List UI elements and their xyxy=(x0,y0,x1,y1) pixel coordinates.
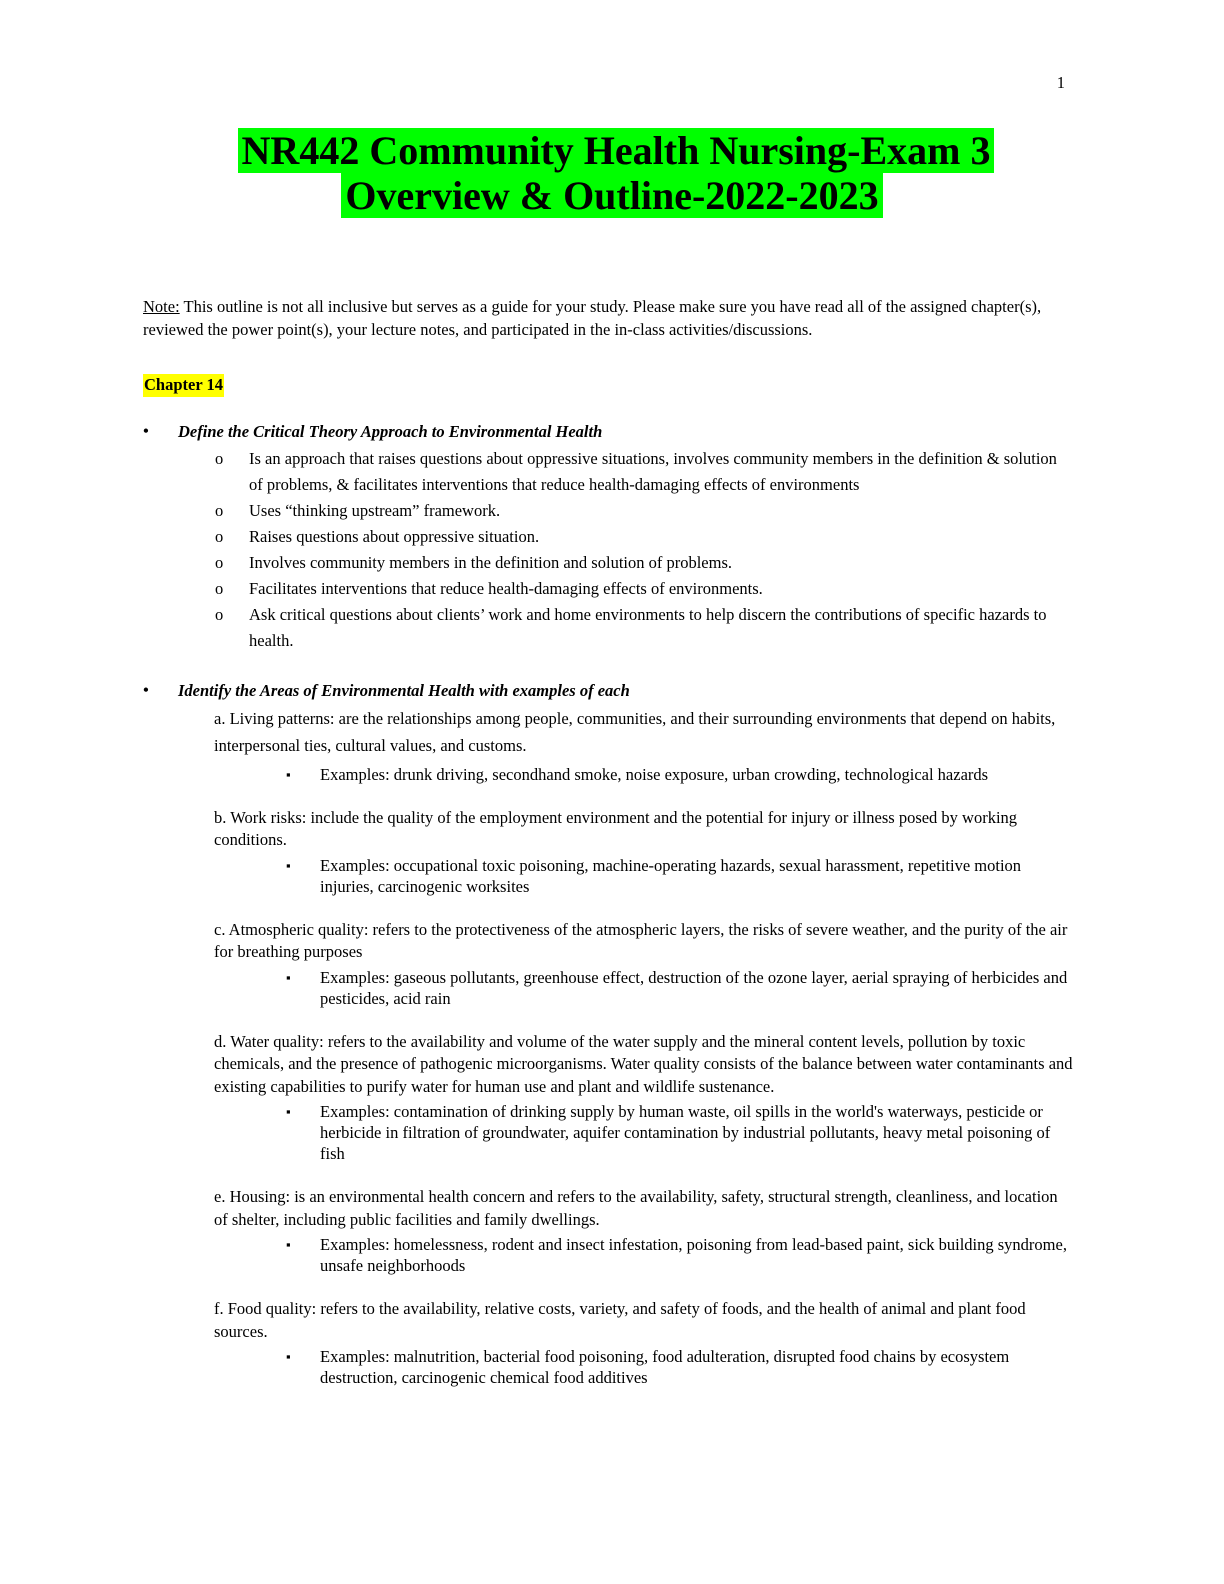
area-housing xyxy=(214,1186,1073,1276)
example-text: Examples: drunk driving, secondhand smoke, noise exposure, urban crowding, technological hazards xyxy=(320,764,989,784)
note-label: Note: xyxy=(143,297,180,316)
circle-bullet-icon: o xyxy=(215,579,224,599)
circle-bullet-icon: o xyxy=(215,553,224,573)
square-bullet-icon: ▪ xyxy=(286,1104,291,1120)
square-bullet-icon: ▪ xyxy=(286,766,291,782)
document-title xyxy=(0,128,1224,218)
circle-bullet-icon: o xyxy=(215,527,224,547)
square-bullet-icon: ▪ xyxy=(286,1237,291,1253)
chapter-label: Chapter 14 xyxy=(143,374,224,397)
list-item-text: Ask critical questions about clients’ work and home environments to help discern the contributions of specific hazards to health. xyxy=(249,605,1047,651)
section-heading-text: Identify the Areas of Environmental Health with examples of each xyxy=(178,681,630,701)
document-body xyxy=(143,296,1073,1388)
note-paragraph xyxy=(143,296,1073,341)
example-text: Examples: contamination of drinking supply by human waste, oil spills in the world's waterways, pesticide or herbicide in filtration of groundwater, aquifer contamination by industrial pollutants, heavy metal poisoning of fish xyxy=(320,1102,1051,1164)
example-text: Examples: occupational toxic poisoning, machine-operating hazards, sexual harassment, repetitive motion injuries, carcinogenic worksites xyxy=(320,855,1022,896)
list-item xyxy=(143,498,1073,524)
area-description: a. Living patterns: are the relationships among people, communities, and their surrounding environments that depend on habits, interpersonal ties, cultural values, and customs. xyxy=(214,708,1056,755)
note-text: This outline is not all inclusive but serves as a guide for your study. Please make sure you have read all of the assigned chapter(s), reviewed the power point(s), your lecture notes, and participated in the in-class activities/discussions. xyxy=(143,297,1042,339)
circle-bullet-icon: o xyxy=(215,449,224,469)
bullet-icon: • xyxy=(143,682,149,700)
list-item xyxy=(143,524,1073,550)
area-description: e. Housing: is an environmental health concern and refers to the availability, safety, structural strength, cleanliness, and location of shelter, including public facilities and family dwellings. xyxy=(214,1187,1058,1229)
area-description: b. Work risks: include the quality of the employment environment and the potential for injury or illness posed by working conditions. xyxy=(214,807,1018,850)
area-example xyxy=(214,1101,1073,1164)
section-critical-theory xyxy=(143,421,1073,655)
bullet-icon: • xyxy=(143,422,149,440)
section-heading xyxy=(143,421,1073,444)
example-text: Examples: homelessness, rodent and insect infestation, poisoning from lead-based paint, sick building syndrome, unsafe neighborhoods xyxy=(320,1235,1067,1276)
list-item-text: Is an approach that raises questions about oppressive situations, involves community members in the definition & solution of problems, & facilitates interventions that reduce health-damaging effects of environments xyxy=(249,449,1057,495)
example-text: Examples: malnutrition, bacterial food poisoning, food adulteration, disrupted food chains by ecosystem destruction, carcinogenic chemical food additives xyxy=(320,1347,1010,1388)
area-example xyxy=(214,1346,1073,1388)
list-item xyxy=(143,550,1073,576)
title-line-1: NR442 Community Health Nursing-Exam 3 xyxy=(238,128,995,173)
area-description: f. Food quality: refers to the availability, relative costs, variety, and safety of foods, and the health of animal and plant food sources. xyxy=(214,1299,1026,1341)
area-living-patterns xyxy=(214,705,1073,785)
circle-bullet-icon: o xyxy=(215,501,224,521)
area-food-quality xyxy=(214,1298,1073,1388)
square-bullet-icon: ▪ xyxy=(286,857,291,873)
list-item xyxy=(143,446,1073,498)
circle-bullet-icon: o xyxy=(215,605,224,625)
section-heading xyxy=(143,680,1073,703)
list-item-text: Involves community members in the definition and solution of problems. xyxy=(249,553,733,573)
section-environmental-areas xyxy=(143,680,1073,1388)
area-water-quality xyxy=(214,1031,1073,1165)
area-atmospheric-quality xyxy=(214,919,1073,1009)
page-number: 1 xyxy=(1056,73,1065,92)
section-heading-text: Define the Critical Theory Approach to Environmental Health xyxy=(178,421,603,441)
area-example xyxy=(214,967,1073,1009)
area-example xyxy=(214,1234,1073,1276)
list-item-text: Uses “thinking upstream” framework. xyxy=(249,501,501,521)
sub-bullet-list xyxy=(143,446,1073,654)
square-bullet-icon: ▪ xyxy=(286,969,291,985)
area-example xyxy=(214,855,1073,897)
area-description: d. Water quality: refers to the availability and volume of the water supply and the mineral content levels, pollution by toxic chemicals, and the presence of pathogenic microorganisms. Water quality consists of the balance between water contaminants and existing capabilities to purify water for human use and plant and wildlife sustenance. xyxy=(214,1031,1073,1096)
list-item-text: Raises questions about oppressive situation. xyxy=(249,527,540,547)
list-item xyxy=(143,576,1073,602)
area-work-risks xyxy=(214,807,1073,897)
list-item xyxy=(143,602,1073,654)
area-description: c. Atmospheric quality: refers to the protectiveness of the atmospheric layers, the risks of severe weather, and the purity of the air for breathing purposes xyxy=(214,919,1068,962)
example-text: Examples: gaseous pollutants, greenhouse effect, destruction of the ozone layer, aerial spraying of herbicides and pesticides, acid rain xyxy=(320,967,1068,1008)
area-example xyxy=(214,764,1073,785)
square-bullet-icon: ▪ xyxy=(286,1349,291,1365)
title-line-2: Overview & Outline-2022-2023 xyxy=(341,173,882,218)
list-item-text: Facilitates interventions that reduce health-damaging effects of environments. xyxy=(249,579,763,599)
